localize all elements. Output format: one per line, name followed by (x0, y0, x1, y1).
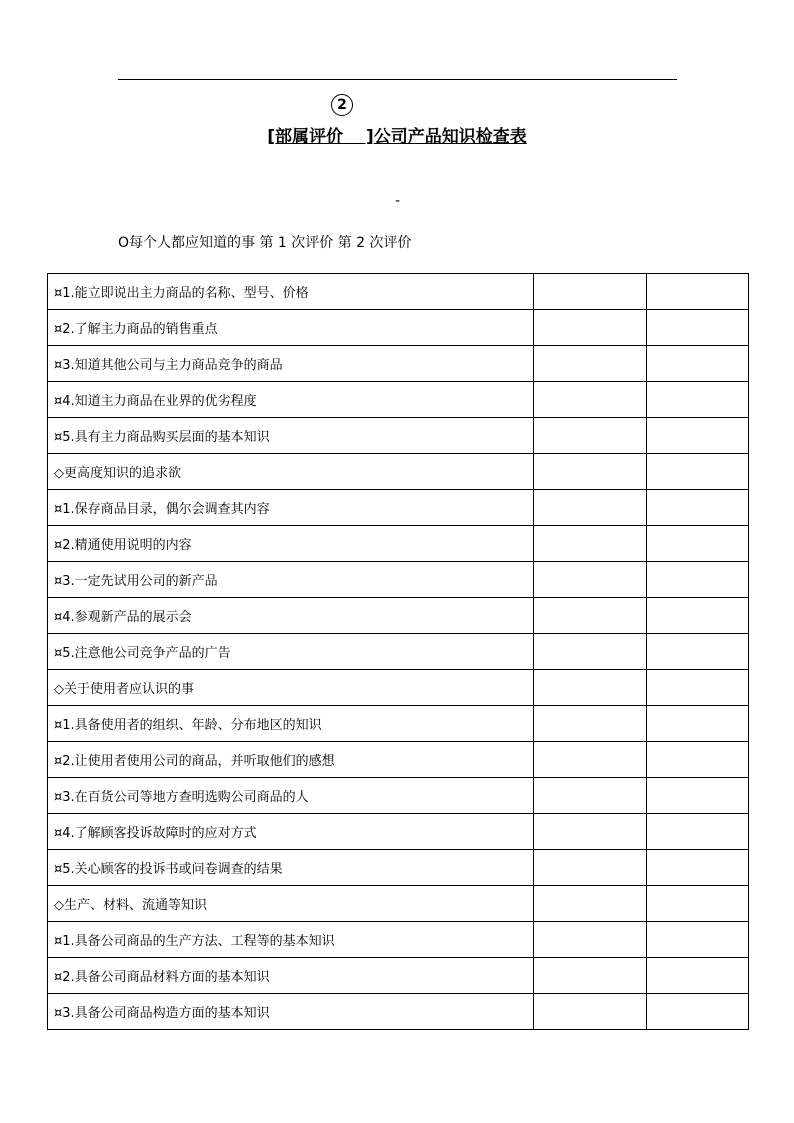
checklist-item: ¤1.能立即说出主力商品的名称、型号、价格 (48, 274, 534, 310)
first-evaluation-cell[interactable] (534, 382, 647, 418)
table-row (48, 598, 749, 634)
first-evaluation-cell[interactable] (534, 418, 647, 454)
table-row (48, 886, 749, 922)
table-row (48, 958, 749, 994)
table-row (48, 922, 749, 958)
page-title (0, 122, 794, 147)
table-row (48, 382, 749, 418)
second-evaluation-cell[interactable] (647, 814, 749, 850)
first-evaluation-cell[interactable] (534, 490, 647, 526)
table-row (48, 742, 749, 778)
first-evaluation-cell[interactable] (534, 850, 647, 886)
checklist-item: ¤1.具备公司商品的生产方法、工程等的基本知识 (48, 922, 534, 958)
table-row (48, 778, 749, 814)
checklist-item: ¤1.保存商品目录，偶尔会调查其内容 (48, 490, 534, 526)
second-evaluation-cell[interactable] (647, 526, 749, 562)
first-evaluation-cell[interactable] (534, 886, 647, 922)
table-row (48, 526, 749, 562)
first-evaluation-cell[interactable] (534, 634, 647, 670)
table-row (48, 670, 749, 706)
first-evaluation-cell[interactable] (534, 922, 647, 958)
circled-number: 2 (331, 94, 353, 116)
checklist-item: ¤3.在百货公司等地方查明选购公司商品的人 (48, 778, 534, 814)
first-evaluation-cell[interactable] (534, 994, 647, 1030)
checklist-item: ◇生产、材料、流通等知识 (48, 886, 534, 922)
table-row (48, 346, 749, 382)
checklist-item: ¤3.一定先试用公司的新产品 (48, 562, 534, 598)
first-evaluation-cell[interactable] (534, 274, 647, 310)
top-rule (118, 79, 677, 80)
title-main-part: 公司产品知识检查表 (373, 127, 527, 147)
second-evaluation-cell[interactable] (647, 598, 749, 634)
first-evaluation-cell[interactable] (534, 814, 647, 850)
first-evaluation-cell[interactable] (534, 454, 647, 490)
second-evaluation-cell[interactable] (647, 346, 749, 382)
checklist-item: ¤1.具备使用者的组织、年龄、分布地区的知识 (48, 706, 534, 742)
second-evaluation-cell[interactable] (647, 274, 749, 310)
checklist-item: ¤2.精通使用说明的内容 (48, 526, 534, 562)
second-evaluation-cell[interactable] (647, 634, 749, 670)
table-row (48, 814, 749, 850)
first-evaluation-cell[interactable] (534, 706, 647, 742)
checklist-item: ◇更高度知识的追求欲 (48, 454, 534, 490)
first-evaluation-cell[interactable] (534, 742, 647, 778)
title-bracket-part: [部属评价 ] (267, 127, 374, 147)
checklist-table (47, 273, 749, 1030)
first-evaluation-cell[interactable] (534, 958, 647, 994)
second-evaluation-cell[interactable] (647, 922, 749, 958)
first-evaluation-cell[interactable] (534, 778, 647, 814)
table-row (48, 418, 749, 454)
second-evaluation-cell[interactable] (647, 742, 749, 778)
table-row (48, 706, 749, 742)
table-row (48, 562, 749, 598)
checklist-item: ¤5.关心顾客的投诉书或问卷调查的结果 (48, 850, 534, 886)
checklist-item: ¤5.具有主力商品购买层面的基本知识 (48, 418, 534, 454)
table-row (48, 634, 749, 670)
second-evaluation-cell[interactable] (647, 850, 749, 886)
checklist-item: ¤4.知道主力商品在业界的优劣程度 (48, 382, 534, 418)
first-evaluation-cell[interactable] (534, 346, 647, 382)
second-evaluation-cell[interactable] (647, 490, 749, 526)
second-evaluation-cell[interactable] (647, 310, 749, 346)
intro-line: O每个人都应知道的事 第 1 次评价 第 2 次评价 (118, 235, 412, 251)
second-evaluation-cell[interactable] (647, 562, 749, 598)
first-evaluation-cell[interactable] (534, 670, 647, 706)
checklist-item: ¤2.了解主力商品的销售重点 (48, 310, 534, 346)
checklist-item: ¤4.参观新产品的展示会 (48, 598, 534, 634)
checklist-item: ¤2.具备公司商品材料方面的基本知识 (48, 958, 534, 994)
first-evaluation-cell[interactable] (534, 598, 647, 634)
table-row (48, 994, 749, 1030)
table-row (48, 850, 749, 886)
second-evaluation-cell[interactable] (647, 886, 749, 922)
second-evaluation-cell[interactable] (647, 418, 749, 454)
checklist-item: ¤3.具备公司商品构造方面的基本知识 (48, 994, 534, 1030)
dash-mark: - (395, 193, 401, 209)
checklist-item: ¤2.让使用者使用公司的商品，并听取他们的感想 (48, 742, 534, 778)
first-evaluation-cell[interactable] (534, 526, 647, 562)
table-row (48, 274, 749, 310)
second-evaluation-cell[interactable] (647, 670, 749, 706)
second-evaluation-cell[interactable] (647, 706, 749, 742)
table-row (48, 490, 749, 526)
checklist-item: ¤3.知道其他公司与主力商品竞争的商品 (48, 346, 534, 382)
second-evaluation-cell[interactable] (647, 778, 749, 814)
table-row (48, 310, 749, 346)
second-evaluation-cell[interactable] (647, 454, 749, 490)
second-evaluation-cell[interactable] (647, 958, 749, 994)
checklist-item: ◇关于使用者应认识的事 (48, 670, 534, 706)
second-evaluation-cell[interactable] (647, 994, 749, 1030)
checklist-item: ¤5.注意他公司竞争产品的广告 (48, 634, 534, 670)
table-row (48, 454, 749, 490)
first-evaluation-cell[interactable] (534, 310, 647, 346)
first-evaluation-cell[interactable] (534, 562, 647, 598)
checklist-item: ¤4.了解顾客投诉故障时的应对方式 (48, 814, 534, 850)
second-evaluation-cell[interactable] (647, 382, 749, 418)
